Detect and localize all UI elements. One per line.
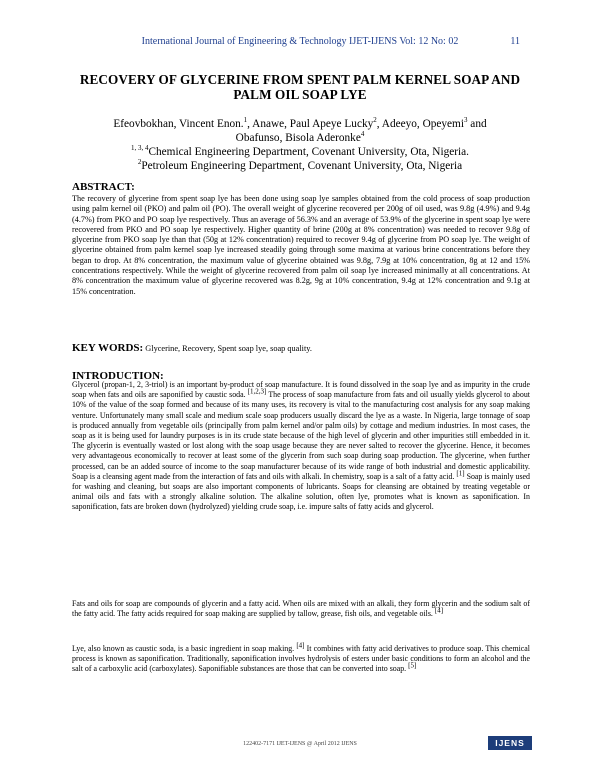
intro-paragraph-2 bbox=[72, 599, 530, 619]
p1-ref-2: [1] bbox=[456, 469, 465, 478]
author-2-sup: 2 bbox=[373, 116, 377, 125]
author-4: and Obafunso, Bisola Aderonke bbox=[235, 118, 487, 144]
p1-part-c: Soap is mainly used for washing and cleaning, but soaps are also important components of lubricants. Soaps for cleansing are obtained by treating vegetable or animal oils and fats with a strongly alkaline solution. The alkaline solution, often lye, promotes what is known as saponification. In saponification, fats are broken down (hydrolyzed) yielding crude soap, i.e. impure salts of fatty acids and glycerol. bbox=[72, 471, 530, 512]
paper-title: RECOVERY OF GLYCERINE FROM SPENT PALM KERNEL SOAP AND PALM OIL SOAP LYE bbox=[79, 72, 521, 102]
abstract-heading: ABSTRACT: bbox=[72, 181, 135, 193]
p1-part-b: The process of soap manufacture from fats and oil usually yields glycerol to about 10% of the value of the soap formed and because of its many uses, its recovery is vital to the manufacturing cost analysis for any soap making venture. Unfortunately many small scale and medium scale soap producers usually discard the lye as a waste. In Nigeria, large tonnage of soap is produced annually from vegetable oils (principally from palm kernel and/or palm oils) by cottage and medium industries. In most cases, the soap as it is being used for laundry purposes is in its crude state because of the high level of glycerin and other impurities still embedded in it. The glycerin is eventually wasted or lost along with the soap usage because they are never salted to recover the glycerine. Hence, it becomes very advantageous economically to recover at least some of the glycerin from such soap during soap production. The glycerine, when further processed, can be an added source of income to the soap manufacturer because of its wide range of both industrial and domestic applicability. Soap is a cleansing agent made from the interaction of fats and oils with alkali. In chemistry, soap is a salt of a fatty acid. bbox=[72, 390, 530, 481]
keywords-label: KEY WORDS: bbox=[72, 342, 144, 354]
author-2: , Anawe, Paul Apeye Lucky bbox=[247, 118, 374, 130]
keywords bbox=[72, 342, 532, 354]
affiliation-1 bbox=[60, 145, 540, 159]
page-footer: 122402-7171 IJET-IJENS @ April 2012 IJENS bbox=[243, 741, 357, 747]
ijens-logo: IJENS bbox=[488, 736, 532, 750]
abstract-text: The recovery of glycerine from spent soap lye has been done using soap lye samples obtained from the cold process of soap production using palm kernel oil (PKO) and palm oil (PO). The overall weight of glycerine recovered per 200g of oil used, was 9.8g (4.9%) and 9.4g (4.7%) from PKO and PO soap lye respectively. Thus an average of 56.3% and an average of 53.9% of the glycerine in spent soap lye were recovered from PKO and PO soap lye respectively. Higher quantity of brine (200g at 8% concentration) was needed to recover 9.8g of glycerine from PKO soap lye than that (50g at 12% concentration) required to recover 9.4g of glycerine from PO soap lye. The weight of glycerine obtained from palm kernel soap lye increased steadily going through some maxima at various brine concentrations before they began to drop. At 8% concentration, the maximum value of glycerine obtained was 9.8g, 7.9g at 10% concentration, 8g at 12 and 15% concentrations respectively. While the weight of glycerine recovered from palm oil soap lye increased minimally at all concentrations. At 8% concentration the maximum value of glycerine recovered was 8.2g, 9g at 10% concentration, 9.4g at 12% concentration and 9.1g at 15% concentration. bbox=[72, 194, 530, 296]
intro-paragraph-1 bbox=[72, 380, 530, 513]
p2-ref: [4] bbox=[434, 606, 444, 615]
p1-ref-1: [1,2,3] bbox=[247, 387, 267, 396]
author-3-sup: 3 bbox=[463, 116, 468, 125]
affiliation-1-text: Chemical Engineering Department, Covenant University, Ota, Nigeria. bbox=[148, 146, 469, 158]
p1-part-a: Glycerol (propan-1, 2, 3-triol) is an important by-product of soap manufacture. It is found dissolved in the soap lye and as impurity in the crude soap when fats and oils are saponified by caustic soda. bbox=[72, 380, 530, 400]
journal-header: International Journal of Engineering & Technology IJET-IJENS Vol: 12 No: 02 bbox=[141, 36, 459, 47]
keywords-text: Glycerine, Recovery, Spent soap lye, soap quality. bbox=[145, 344, 312, 353]
author-4-sup: 4 bbox=[360, 130, 365, 139]
page-number: 11 bbox=[510, 36, 520, 47]
p2-text: Fats and oils for soap are compounds of glycerin and a fatty acid. When oils are mixed with an alkali, they form glycerin and the sodium salt of the fatty acid. The fatty acids required for soap making are supplied by tallow, grease, fish oils, and vegetable oils. bbox=[72, 599, 530, 619]
p3-part-a: Lye, also known as caustic soda, is a basic ingredient in soap making. bbox=[72, 644, 295, 653]
running-header bbox=[0, 36, 600, 47]
affiliation-2-sup: 2 bbox=[137, 158, 142, 167]
p3-part-b: It combines with fatty acid derivatives to produce soap. This chemical process is known as saponification. Traditionally, saponification involves hydrolysis of esters under basic conditions to form an alcohol and the salt of a carboxylic acid (carboxylates). Saponifiable substances are those that can be converted into soap. bbox=[72, 644, 530, 674]
author-list bbox=[90, 117, 510, 145]
introduction-heading: INTRODUCTION: bbox=[72, 370, 164, 382]
author-1-sup: 1 bbox=[243, 116, 248, 125]
affiliation-1-sup: 1, 3, 4 bbox=[130, 144, 149, 153]
author-1: Efeovbokhan, Vincent Enon. bbox=[113, 118, 244, 130]
affiliation-2 bbox=[60, 159, 540, 173]
p3-ref-1: [4] bbox=[296, 641, 305, 650]
intro-paragraph-3 bbox=[72, 641, 530, 675]
affiliation-2-text: Petroleum Engineering Department, Covenant University, Ota, Nigeria bbox=[141, 160, 463, 172]
author-3: , Adeeyo, Opeyemi bbox=[376, 118, 464, 130]
p3-ref-2: [5] bbox=[408, 661, 417, 670]
